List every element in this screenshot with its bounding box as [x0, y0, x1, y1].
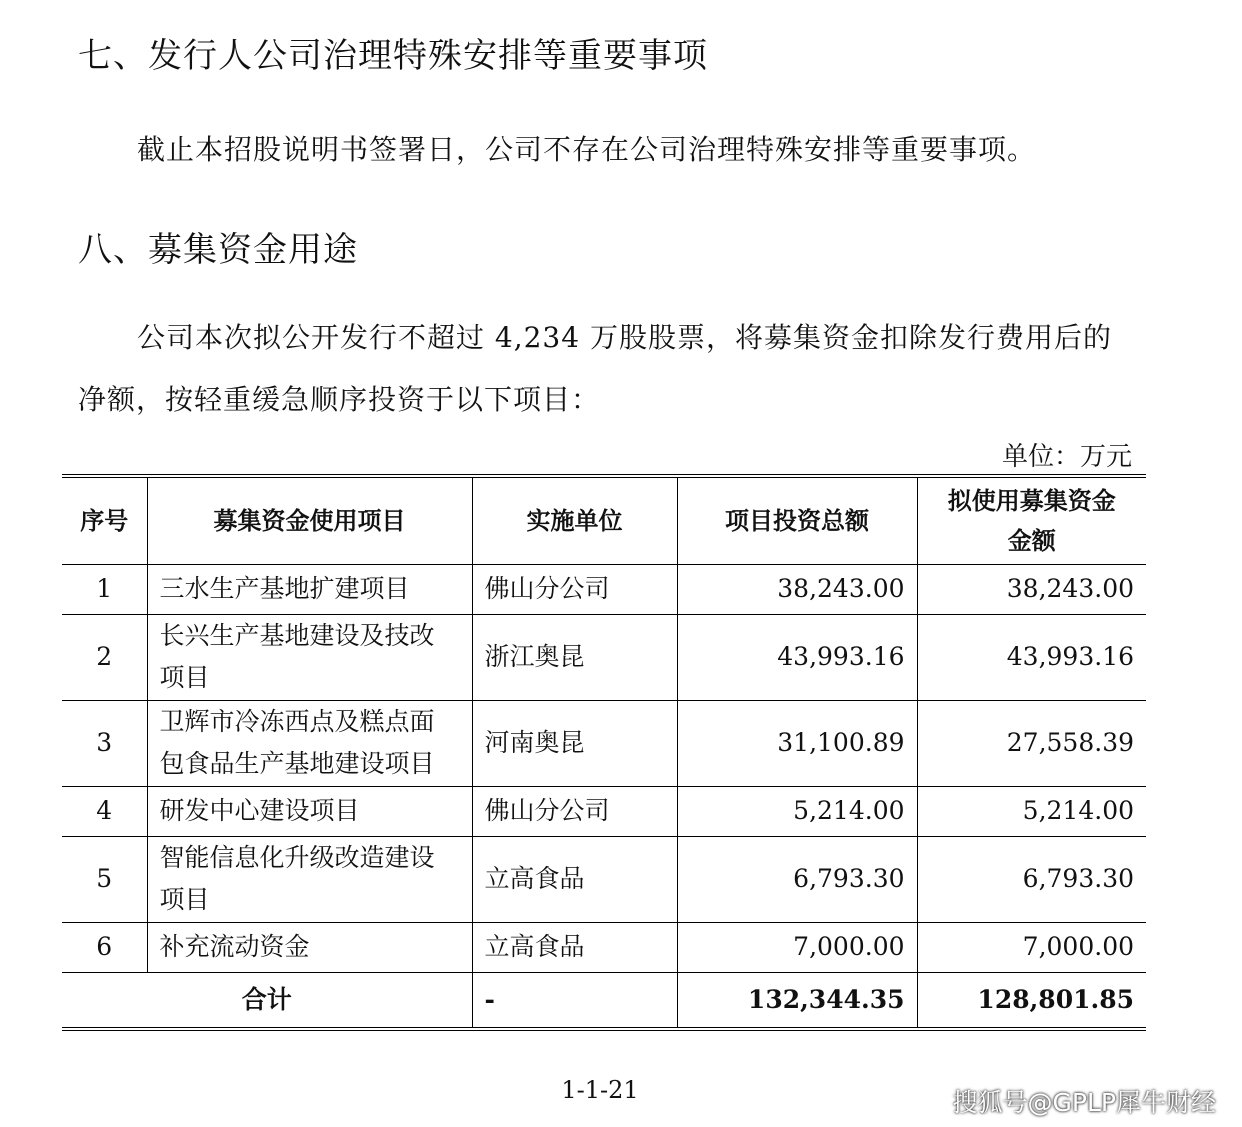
cell-no: 2	[62, 614, 147, 700]
header-total-investment: 项目投资总额	[677, 476, 917, 564]
cell-project-line1: 智能信息化升级改造建设	[159, 843, 435, 872]
cell-total: 7,000.00	[677, 922, 917, 972]
fund-usage-table-container	[62, 474, 1146, 1031]
section7-heading: 七、发行人公司治理特殊安排等重要事项	[78, 36, 708, 76]
total-raised: 128,801.85	[917, 972, 1146, 1029]
total-label: 合计	[62, 972, 472, 1029]
section8-paragraph-line1: 公司本次拟公开发行不超过 4,234 万股股票，将募集资金扣除发行费用后的	[137, 321, 1112, 354]
table-row	[62, 564, 1146, 614]
cell-total: 38,243.00	[677, 564, 917, 614]
cell-total: 43,993.16	[677, 614, 917, 700]
section8-heading: 八、募集资金用途	[78, 230, 358, 270]
header-project: 募集资金使用项目	[147, 476, 472, 564]
section7-paragraph: 截止本招股说明书签署日，公司不存在公司治理特殊安排等重要事项。	[137, 133, 1037, 166]
header-raised-amount-line1: 拟使用募集资金	[947, 486, 1116, 515]
cell-project-line2: 项目	[159, 663, 210, 692]
cell-no: 4	[62, 786, 147, 836]
cell-project-line1: 卫辉市冷冻西点及糕点面	[159, 707, 435, 736]
cell-project-line1: 三水生产基地扩建项目	[159, 574, 410, 603]
cell-total: 5,214.00	[677, 786, 917, 836]
table-row	[62, 786, 1146, 836]
cell-raised: 6,793.30	[917, 836, 1146, 922]
cell-project	[147, 564, 472, 614]
cell-raised: 43,993.16	[917, 614, 1146, 700]
table-total-row	[62, 972, 1146, 1029]
table-header-row	[62, 476, 1146, 564]
cell-project	[147, 922, 472, 972]
total-investment: 132,344.35	[677, 972, 917, 1029]
cell-raised: 7,000.00	[917, 922, 1146, 972]
cell-entity: 立高食品	[472, 836, 677, 922]
cell-project-line2: 包食品生产基地建设项目	[159, 749, 435, 778]
cell-entity: 佛山分公司	[472, 786, 677, 836]
watermark: 搜狐号@GPLP犀牛财经	[952, 1088, 1216, 1117]
header-no: 序号	[62, 476, 147, 564]
table-row	[62, 700, 1146, 786]
unit-label: 单位：万元	[1001, 442, 1132, 472]
cell-no: 5	[62, 836, 147, 922]
cell-project-line2: 项目	[159, 885, 210, 914]
cell-raised: 38,243.00	[917, 564, 1146, 614]
table-row	[62, 922, 1146, 972]
header-raised-amount	[917, 476, 1146, 564]
cell-entity: 佛山分公司	[472, 564, 677, 614]
fund-usage-table	[62, 474, 1146, 1031]
cell-total: 6,793.30	[677, 836, 917, 922]
cell-project-line1: 长兴生产基地建设及技改	[159, 621, 435, 650]
cell-no: 1	[62, 564, 147, 614]
cell-project-line1: 研发中心建设项目	[159, 796, 360, 825]
header-raised-amount-line2: 金额	[1007, 526, 1056, 555]
cell-entity: 浙江奥昆	[472, 614, 677, 700]
header-entity: 实施单位	[472, 476, 677, 564]
cell-project	[147, 700, 472, 786]
total-entity: -	[472, 972, 677, 1029]
cell-no: 3	[62, 700, 147, 786]
cell-entity: 立高食品	[472, 922, 677, 972]
table-row	[62, 614, 1146, 700]
cell-raised: 5,214.00	[917, 786, 1146, 836]
cell-project-line1: 补充流动资金	[159, 932, 310, 961]
cell-entity: 河南奥昆	[472, 700, 677, 786]
cell-project	[147, 836, 472, 922]
cell-total: 31,100.89	[677, 700, 917, 786]
table-row	[62, 836, 1146, 922]
cell-project	[147, 786, 472, 836]
section8-paragraph-line2: 净额，按轻重缓急顺序投资于以下项目：	[78, 383, 601, 416]
cell-project	[147, 614, 472, 700]
cell-no: 6	[62, 922, 147, 972]
cell-raised: 27,558.39	[917, 700, 1146, 786]
page-number: 1-1-21	[561, 1076, 639, 1104]
